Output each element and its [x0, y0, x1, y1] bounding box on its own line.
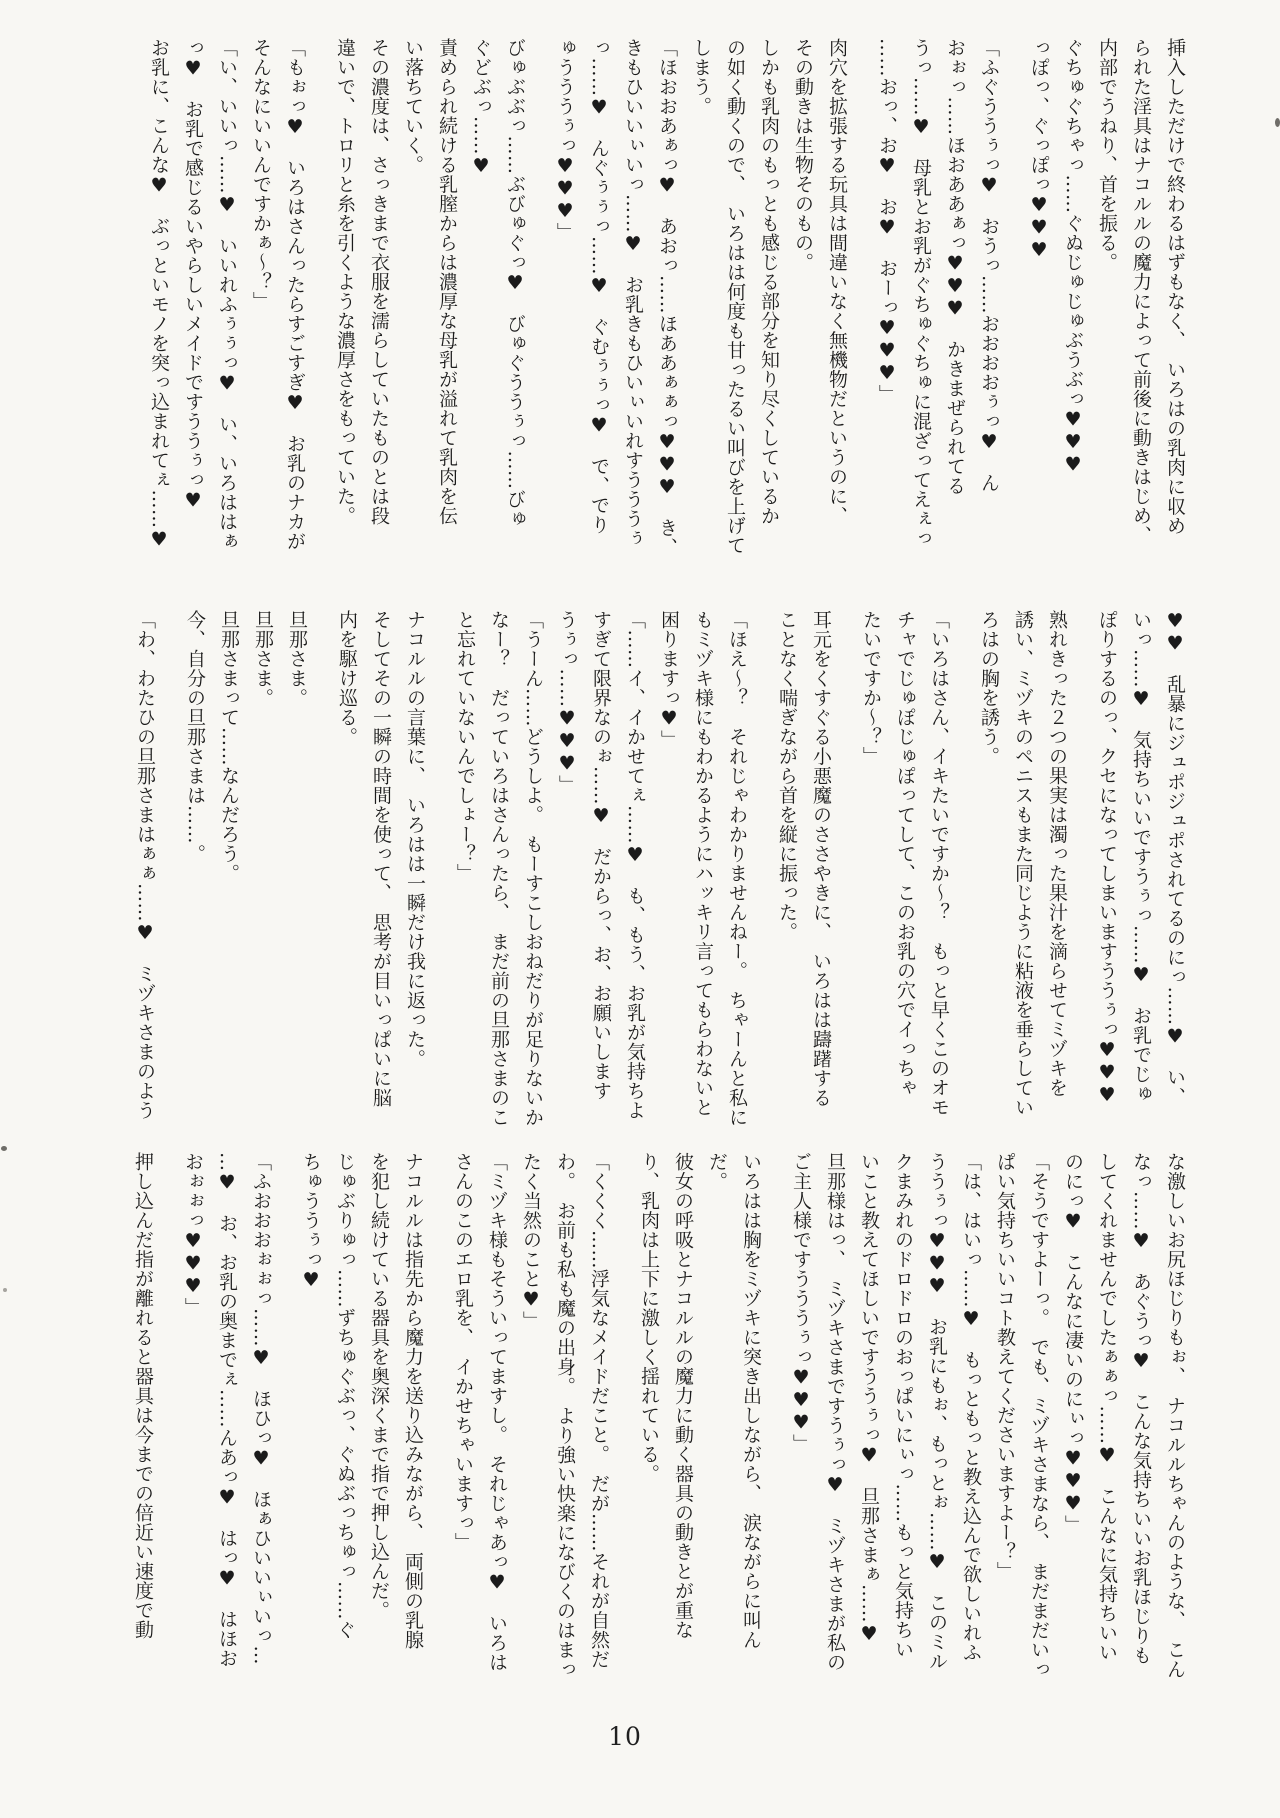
scan-speck [3, 1288, 7, 1292]
text-column: しまう。 [690, 38, 712, 116]
text-column: ぱい気持ちいいコト教えてくださいますよー？」 [994, 1152, 1016, 1581]
text-column: 「ふぐううぅっ♥ おうっ……おおおおぅっ♥ ん [978, 38, 1000, 493]
text-column: 「い、いいっ……♥ いいれふぅぅっ♥ い、いろははぁ [216, 38, 238, 551]
text-column: 旦那さま。 [252, 610, 274, 708]
paragraph-gap [162, 610, 178, 1130]
text-column: びゅぶぶっ……ぶびゅぐっ♥ びゅぐううぅっ……びゅ [504, 38, 526, 529]
text-column: 旦那様はっ、 ミヅキさまですうぅっ♥ ミヅキさまが私の [824, 1152, 846, 1672]
text-column: なー？ だっていろはさんったら、 まだ前の旦那さまのこ [488, 610, 510, 1127]
text-column: の如く動くので、 いろはは何度も甘ったるい叫びを上げて [724, 38, 746, 555]
text-column: られた淫具はナコルルの魔力によって前後に動きはじめ、 [1130, 38, 1152, 545]
text-column: 「うーん……どうしよ。 もーすこしおねだりが足りないか [522, 610, 544, 1127]
text-band-middle [92, 610, 1192, 1130]
text-band-bottom [92, 1152, 1192, 1679]
text-column: 「……イ、イかせてぇ……♥ も、もう、お乳が気持ちよ [624, 610, 646, 1120]
text-column: さんのこのエロ乳を、 イかせちゃいますっ」 [452, 1152, 474, 1552]
text-column: してくれませんでしたぁぁっ……♥ こんなに気持ちいい [1096, 1152, 1118, 1662]
scan-speck [1275, 118, 1280, 127]
text-column: だ。 [706, 1152, 728, 1191]
text-column: 「ふおおおぉぉっ……♥ ほひっ♥ ほぁひいいぃいっ… [250, 1152, 272, 1665]
text-column: そんなにいいんですかぁ～？」 [250, 38, 272, 311]
text-column: のにっ♥ こんなに凄いのにぃっ♥♥♥」 [1062, 1152, 1084, 1535]
text-column: 「は、はいっ……♥ もっともっと教え込んで欲しいれふ [960, 1152, 982, 1662]
text-column: っ……♥ んぐぅぅっ……♥ ぐむぅぅっ♥ で、でり [588, 38, 610, 535]
text-column: 「くくく……浮気なメイドだこと。 だが……それが自然だ [588, 1152, 610, 1669]
text-column: 誘い、ミヅキのペニスもまた同じように粘液を垂らしてい [1012, 610, 1034, 1117]
text-column: ぐちゅぐちゃっ……ぐぬじゅじゅぶうぶっ♥♥♥ [1062, 38, 1084, 476]
text-column: いっ……♥ 気持ちいいですうぅっ……♥ お乳でじゅ [1130, 610, 1152, 1104]
text-column: ぐどぶっ……♥ [470, 38, 492, 178]
text-column: …♥ お、お乳の奥までぇ……んあっ♥ はっ♥ はほお [216, 1152, 238, 1668]
text-column: 内を駆け巡る。 [336, 610, 358, 747]
text-column: いろはは胸をミヅキに突き出しながら、 涙ながらに叫ん [740, 1152, 762, 1650]
page-number: 10 [608, 1722, 642, 1751]
text-column: きもひいいぃいっ……♥ お乳きもひいぃいれすうううぅ [622, 38, 644, 548]
paragraph-gap [278, 1152, 294, 1672]
text-column: と忘れていないんでしょー？」 [454, 610, 476, 883]
text-column: 「ミヅキ様もそういってますし。 それじゃあっ♥ いろは [486, 1152, 508, 1672]
text-column: な激しいお尻ほじりもぉ、 ナコルルちゃんのような、 こん [1164, 1152, 1186, 1679]
text-column: その濃度は、さっきまで衣服を濡らしていたものとは段 [368, 38, 390, 526]
text-column: 旦那さま。 [286, 610, 308, 708]
text-column: 押し込んだ指が離れると器具は今までの倍近い速度で動 [132, 1152, 154, 1640]
text-column: い落ちていく。 [402, 38, 424, 175]
text-column: ナコルルの言葉に、 いろはは一瞬だけ我に返った。 [404, 610, 426, 1069]
paragraph-gap [1074, 610, 1090, 1130]
text-column: たいですか～？」 [860, 610, 882, 766]
text-column: おぉぉっ♥♥♥」 [182, 1152, 204, 1317]
text-column: ……おっ、お♥ お♥ おーっ♥♥♥」 [876, 38, 898, 404]
text-column: っ♥ お乳で感じるいやらしいメイドですううぅっ♥ [182, 38, 204, 512]
paragraph-gap [754, 610, 770, 1130]
text-column: いこと教えてほしいですううぅっ♥ 旦那さまぁ……♥ [858, 1152, 880, 1646]
text-column: すぎて限界なのぉ……♥ だからっ、お、お願いします [590, 610, 612, 1101]
paragraph-gap [432, 610, 448, 1130]
text-column: 責められ続ける乳膣からは濃厚な母乳が溢れて乳肉を伝 [436, 38, 458, 526]
text-column: 「もぉっ♥ いろはさんったらすごすぎ♥ お乳のナカが [284, 38, 306, 551]
text-column: 「わ、わたひの旦那さまはぁぁ……♥ ミヅキさまのよう [134, 610, 156, 1120]
text-column: ことなく喘ぎながら首を縦に振った。 [776, 610, 798, 942]
text-column: たく当然のこと♥」 [520, 1152, 542, 1331]
text-column: じゅぶりゅっ……ずちゅぐぶっ、ぐぬぶっちゅっ……ぐ [334, 1152, 356, 1640]
paragraph-gap [838, 610, 854, 1130]
text-column: 「そうですよーっ。 でも、ミヅキさまなら、 まだまだいっ [1028, 1152, 1050, 1679]
paragraph-gap [956, 610, 972, 1130]
text-column: 「ほおおあぁっ♥ あおっ……ほああぁぁっ♥♥♥ き、 [656, 38, 678, 557]
text-column: 肉穴を拡張する玩具は間違いなく無機物だというのに、 [826, 38, 848, 526]
text-column: 「ほえ～？ それじゃわかりませんねー。 ちゃーんと私に [726, 610, 748, 1127]
text-column: ♥♥ 乱暴にジュポジュポされてるのにっ……♥ い、 [1164, 610, 1186, 1107]
paragraph-gap [854, 38, 870, 558]
paragraph-gap [430, 1152, 446, 1672]
text-column: 彼女の呼吸とナコルルの魔力に動く器具の動きとが重な [672, 1152, 694, 1640]
text-column: わ。 お前も私も魔の出身。 より強い快楽になびくのはまっ [554, 1152, 576, 1679]
text-column: 耳元をくすぐる小悪魔のささやきに、 いろはは躊躇する [810, 610, 832, 1108]
text-column: ろはの胸を誘う。 [978, 610, 1000, 766]
text-column: ナコルルは指先から魔力を送り込みながら、 両側の乳腺 [402, 1152, 424, 1650]
text-column: クまみれのドロドロのおっぱいにぃっ……もっと気持ちい [892, 1152, 914, 1659]
text-column: っぽっ、ぐっぽっ♥♥♥ [1028, 38, 1050, 262]
text-column: うぅっ……♥♥♥」 [556, 610, 578, 795]
text-column: うっ……♥ 母乳とお乳がぐちゅぐちゅに混ざってえぇっ [910, 38, 932, 548]
text-column: チャでじゅぽじゅぽってして、このお乳の穴でイっちゃ [894, 610, 916, 1098]
text-column: ゅうううぅっ♥♥♥」 [554, 38, 576, 242]
text-column: 「いろはさん、イキたいですか～？ もっと早くこのオモ [928, 610, 950, 1117]
scan-speck [1, 1146, 7, 1151]
paragraph-gap [616, 1152, 632, 1672]
text-column: 違いで、トロリと糸を引くような濃厚さをもっていた。 [334, 38, 356, 526]
text-column: 困りますっ♥」 [658, 610, 680, 750]
text-band-top [92, 38, 1192, 558]
text-column: り、乳肉は上下に激しく揺れている。 [638, 1152, 660, 1484]
paragraph-gap [768, 1152, 784, 1672]
text-column: 内部でうねり、首を振る。 [1096, 38, 1118, 272]
text-column: お乳に、こんな♥ ぶっといモノを突っ込まれてぇ……♥ [148, 38, 170, 551]
text-column: 熟れきった２つの果実は濁った果汁を滴らせてミヅキを [1046, 610, 1068, 1098]
text-column: ちゅううぅっ♥ [300, 1152, 322, 1292]
text-column: ううぅっ♥♥♥ お乳にもぉ、もっとぉ……♥ このミル [926, 1152, 948, 1671]
text-column: ご主人様ですうううぅっ♥♥♥」 [790, 1152, 812, 1454]
text-column: ぽりするのっ、クセになってしまいますううぅっ♥♥♥ [1096, 610, 1118, 1107]
text-column: を犯し続けている器具を奥深くまで指で押し込んだ。 [368, 1152, 390, 1620]
text-column: なっ……♥ あぐうっ♥ こんな気持ちいいお乳ほじりも [1130, 1152, 1152, 1665]
text-column: その動きは生物そのもの。 [792, 38, 814, 272]
text-column: 旦那さまって……なんだろう。 [218, 610, 240, 883]
text-column: そしてその一瞬の時間を使って、 思考が目いっぱいに脳 [370, 610, 392, 1108]
paragraph-gap [312, 38, 328, 558]
text-column: おぉっ……ほおああぁっ♥♥♥ かきまぜられてる [944, 38, 966, 496]
paragraph-gap [314, 610, 330, 1130]
text-column: 今、自分の旦那さまは……。 [184, 610, 206, 864]
text-column: しかも乳肉のもっとも感じる部分を知り尽くしているか [758, 38, 780, 526]
paragraph-gap [532, 38, 548, 558]
text-column: 挿入しただけで終わるはずもなく、 いろはの乳肉に収め [1164, 38, 1186, 536]
paragraph-gap [160, 1152, 176, 1672]
text-column: もミヅキ様にもわかるようにハッキリ言ってもらわないと [692, 610, 714, 1117]
paragraph-gap [1006, 38, 1022, 558]
